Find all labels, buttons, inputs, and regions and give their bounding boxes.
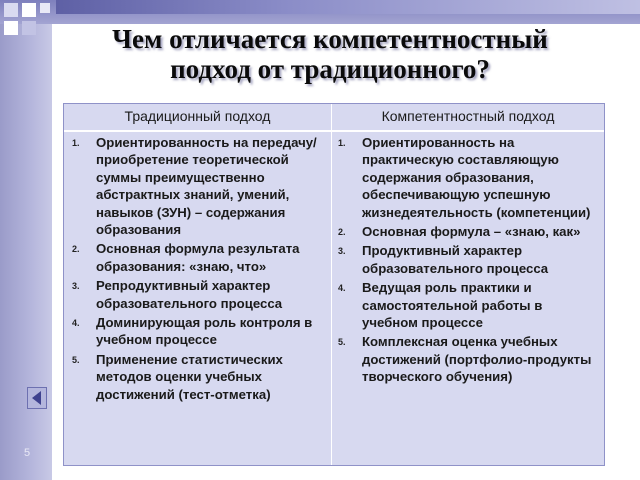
- list-item: [72, 134, 327, 238]
- corner-square: [4, 3, 18, 17]
- corner-square: [22, 3, 36, 17]
- list-item: [72, 351, 327, 403]
- corner-square: [22, 21, 36, 35]
- competence-list: [338, 134, 600, 388]
- back-arrow-icon: [28, 388, 46, 408]
- column-divider: [331, 104, 332, 465]
- list-item: [72, 314, 327, 349]
- slide-title-line1: Чем отличается компетентностный: [112, 24, 548, 54]
- slide-title: [40, 24, 620, 84]
- comparison-table: [63, 103, 605, 466]
- back-nav-button[interactable]: [27, 387, 47, 409]
- slide-title-line2: подход от традиционного?: [170, 54, 490, 84]
- item-text: Основная формула – «знаю, как»: [362, 224, 581, 240]
- traditional-list: [72, 134, 327, 405]
- list-item: [72, 240, 327, 275]
- list-item: [338, 134, 600, 221]
- list-item: [338, 333, 600, 385]
- item-text: Репродуктивный характер образовательного процесса: [96, 278, 283, 311]
- item-text: Комплексная оценка учебных достижений (портфолио-продукты творческого обучения): [362, 334, 592, 385]
- item-number: 4.: [338, 283, 346, 294]
- item-text: Ориентированность на передачу/приобретение теоретической суммы преимущественно абстрактных знаний, умений, навыков (ЗУН) – содержания образования: [96, 135, 317, 238]
- item-number: 3.: [72, 281, 80, 292]
- item-number: 3.: [338, 246, 346, 257]
- item-number: 1.: [72, 138, 80, 148]
- top-gradient-band: [56, 0, 640, 14]
- item-text: Ведущая роль практики и самостоятельной работы в учебном процессе: [362, 280, 543, 331]
- list-item: [72, 277, 327, 312]
- header-traditional: Традиционный подход: [124, 108, 271, 124]
- item-text: Продуктивный характер образовательного процесса: [362, 243, 549, 276]
- item-text: Доминирующая роль контроля в учебном процессе: [96, 315, 313, 348]
- header-competence: Компетентностный подход: [381, 108, 555, 124]
- item-text: Основная формула результата образования: «знаю, что»: [96, 241, 300, 274]
- item-number: 5.: [338, 337, 346, 348]
- item-number: 2.: [338, 227, 346, 238]
- list-item: [338, 223, 600, 240]
- corner-square: [40, 3, 50, 13]
- item-number: 5.: [72, 354, 80, 365]
- list-item: [338, 242, 600, 277]
- item-text: Ориентированность на практическую составляющую содержания образования, обеспечивающую успешную жизнедеятельность (компетенции): [362, 135, 591, 220]
- table-header-row: [64, 104, 604, 132]
- list-item: [338, 279, 600, 331]
- page-number: 5: [24, 447, 31, 459]
- item-number: 2.: [72, 244, 80, 255]
- item-number: 1.: [338, 138, 346, 148]
- item-text: Применение статистических методов оценки учебных достижений (тест-отметка): [96, 351, 283, 402]
- corner-square: [4, 21, 18, 35]
- item-number: 4.: [72, 318, 80, 329]
